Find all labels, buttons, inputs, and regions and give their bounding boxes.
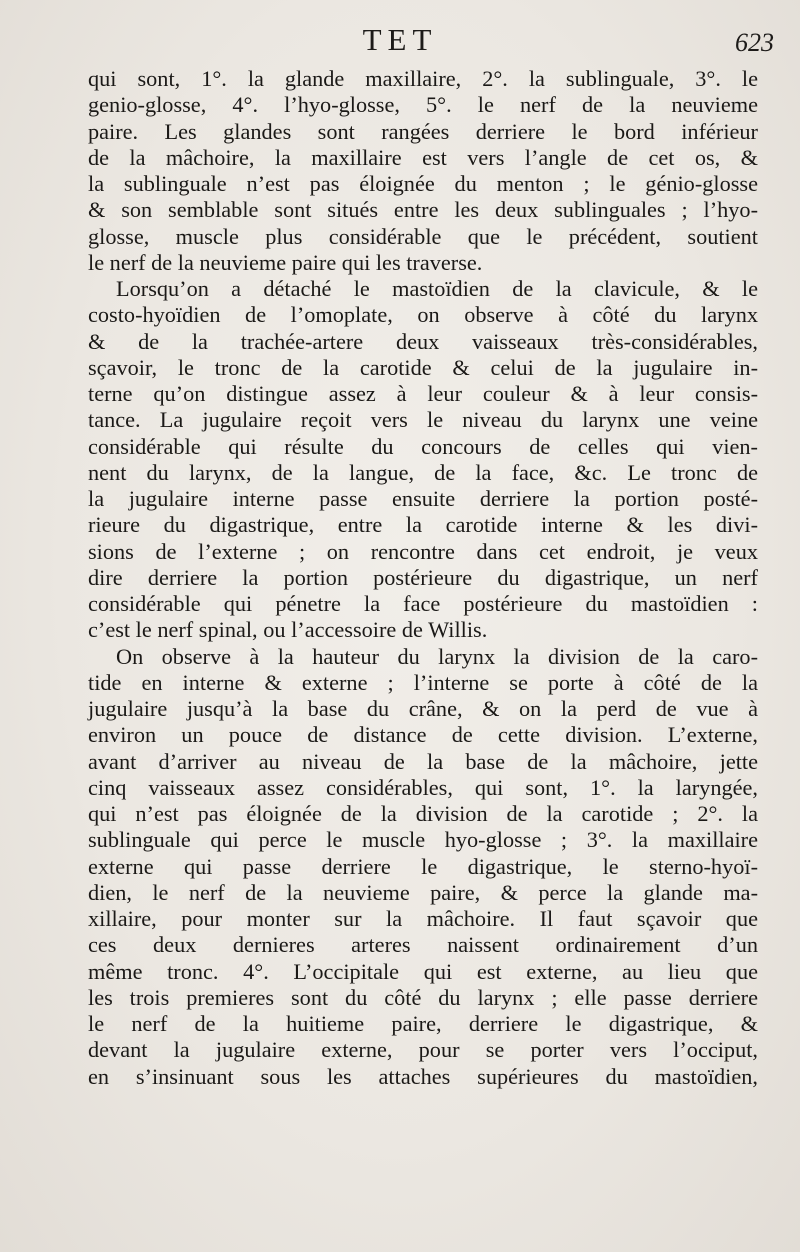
text-line: le nerf de la huitieme paire, derriere le digastrique, & <box>88 1011 758 1036</box>
text-line: de la mâchoire, la maxillaire est vers l’angle de cet os, & <box>88 144 758 170</box>
paragraph <box>88 66 758 276</box>
text-line: sions de l’externe ; on rencontre dans cet endroit, je veux <box>88 538 758 564</box>
text-line: costo-hyoïdien de l’omoplate, on observe à côté du larynx <box>88 302 758 328</box>
text-line: ces deux dernieres arteres naissent ordinairement d’un <box>88 932 758 958</box>
text-line: avant d’arriver au niveau de la base de la mâchoire, jette <box>88 748 758 774</box>
text-line: les trois premieres sont du côté du larynx ; elle passe derriere <box>88 984 758 1010</box>
text-line: même tronc. 4°. L’occipitale qui est externe, au lieu que <box>88 958 758 984</box>
text-line: xillaire, pour monter sur la mâchoire. Il faut sçavoir que <box>88 906 758 931</box>
page-header <box>0 22 800 66</box>
page-number: 623 <box>735 28 774 57</box>
text-line: glosse, muscle plus considérable que le précédent, soutient <box>88 223 758 249</box>
text-line: le nerf de la neuvieme paire qui les traverse. <box>88 249 483 275</box>
text-line: paire. Les glandes sont rangées derriere le bord inférieur <box>88 118 758 144</box>
text-line: considérable qui résulte du concours de celles qui vien- <box>88 433 758 459</box>
text-line: sçavoir, le tronc de la carotide & celui de la jugulaire in- <box>88 354 758 380</box>
text-line: dien, le nerf de la neuvieme paire, & perce la glande ma- <box>88 879 758 905</box>
text-line: tance. La jugulaire reçoit vers le niveau du larynx une veine <box>88 407 758 433</box>
running-head: TET <box>362 22 438 57</box>
text-line: la jugulaire interne passe ensuite derriere la portion posté- <box>88 486 758 511</box>
text-line: c’est le nerf spinal, ou l’accessoire de Willis. <box>88 617 488 643</box>
text-line: dire derriere la portion postérieure du digastrique, un nerf <box>88 564 758 590</box>
text-line: terne qu’on distingue assez à leur couleur & à leur consis- <box>88 381 758 406</box>
text-line: en s’insinuant sous les attaches supérieures du mastoïdien, <box>88 1063 758 1089</box>
text-line: cinq vaisseaux assez considérables, qui sont, 1°. la laryngée, <box>88 774 758 800</box>
text-line: genio-glosse, 4°. l’hyo-glosse, 5°. le nerf de la neuvieme <box>88 92 758 118</box>
text-line: la sublinguale n’est pas éloignée du menton ; le génio-glosse <box>88 171 758 196</box>
text-line: qui n’est pas éloignée de la division de la carotide ; 2°. la <box>88 801 758 826</box>
text-line: devant la jugulaire externe, pour se porter vers l’occiput, <box>88 1037 758 1063</box>
text-line: rieure du digastrique, entre la carotide interne & les divi- <box>88 512 758 538</box>
text-line: & de la trachée-artere deux vaisseaux très-considérables, <box>88 328 758 354</box>
text-line: sublinguale qui perce le muscle hyo-glosse ; 3°. la maxillaire <box>88 827 758 853</box>
text-line: & son semblable sont situés entre les deux sublinguales ; l’hyo- <box>88 197 758 223</box>
body-text <box>88 66 758 1090</box>
text-line: environ un pouce de distance de cette division. L’externe, <box>88 722 758 748</box>
paragraph <box>88 276 758 644</box>
text-line: qui sont, 1°. la glande maxillaire, 2°. la sublinguale, 3°. le <box>88 66 758 91</box>
text-line: Lorsqu’on a détaché le mastoïdien de la clavicule, & le <box>116 276 758 301</box>
paragraph <box>88 644 758 1090</box>
text-line: On observe à la hauteur du larynx la division de la caro- <box>116 643 758 669</box>
text-line: considérable qui pénetre la face postérieure du mastoïdien : <box>88 591 758 616</box>
text-line: externe qui passe derriere le digastrique, le sterno-hyoï- <box>88 853 758 879</box>
text-line: tide en interne & externe ; l’interne se porte à côté de la <box>88 669 758 695</box>
text-line: nent du larynx, de la langue, de la face, &c. Le tronc de <box>88 459 758 485</box>
text-line: jugulaire jusqu’à la base du crâne, & on la perd de vue à <box>88 696 758 721</box>
